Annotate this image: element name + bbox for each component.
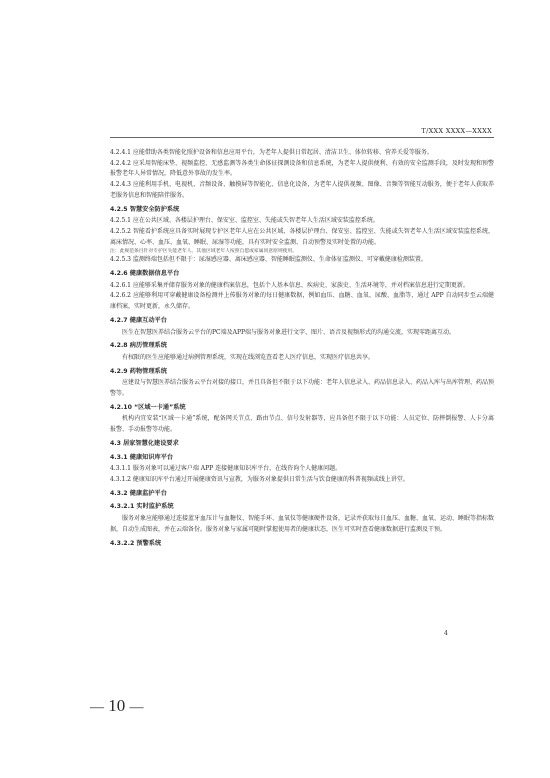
heading-4-3-2-2: 4.3.2.2 预警系统: [110, 539, 162, 547]
clause-4-2-7: 医生在智慧医养结合服务云平台的PC端及APP端与服务对象进行文字、图片、语音及视频形式的沟通交流，实现零距离互动。: [122, 328, 456, 336]
clause-4-3-1-1: 4.3.1.1 服务对象可以通过客户端 APP 连接健康知识库平台，在线咨询个人健康问题。: [110, 465, 342, 473]
clause-4-2-6-2: 4.2.6.2 应能够利用可穿戴健康设备检测并上传服务对象的每日健康数据，例如血压、血糖、血氧、尿酸、血脂等，通过 APP 自动同步至云端健康档案，实时更新，永久储存。: [110, 292, 494, 311]
clause-4-2-5-3: 4.2.5.3 监测终端包括但不限于：尿湿感应器、离床感应器、智能睡眠监测仪、生命体征监测仪、可穿戴健康检测装置。: [110, 256, 427, 264]
clause-4-2-4-2: 4.2.4.2 应采用智能床垫、视频监控、无感监测等各类生命体征探测设备和信息系统，为老年人提供便利、有效的安全监测手段，及时发现和预警报警老年人异常情况，降低意外事故的发生率。: [110, 159, 494, 178]
page-number-value: 10: [108, 696, 126, 715]
heading-4-2-5: 4.2.5 智慧安全防护系统: [110, 205, 180, 213]
page-number: [90, 696, 144, 716]
heading-4-2-9: 4.2.9 药物管理系统: [110, 367, 167, 375]
heading-4-2-10: 4.2.10 “区域一卡通”系统: [110, 403, 186, 411]
clause-4-2-6-1: 4.2.6.1 应能够采集并储存服务对象的健康档案信息，包括个人基本信息、疾病史、家族史、生活环境等，并对档案信息进行定期更新。: [110, 281, 469, 289]
page-dash-left: —: [90, 700, 104, 715]
heading-4-2-6: 4.2.6 健康数据信息平台: [110, 270, 180, 278]
clause-4-3-2-1: 服务对象应能够通过连接蓝牙血压计与血糖仪、智能手环、血氧仪等健康硬件设备，记录并获取每日血压、血糖、血氧、运动、睡眠等指标数据，自动生成图表，并在云端备份。服务对象与家属可随时掌握使用者的健康状态，医生可实时查看健康数据进行监测及干预。: [110, 515, 495, 533]
note-text: 注：此规范条目针对专护区失能老年人、其他区域老年人按照自愿或家属同意原则使用。: [110, 249, 298, 255]
clause-4-2-5-1: 4.2.5.1 应在公共区域、各楼层护理台、保安室、监控室、失能或失智老年人生活区域安装监控系统。: [110, 217, 379, 225]
document-body: [110, 148, 494, 550]
heading-4-3-2: 4.3.2 健康监护平台: [110, 489, 167, 497]
heading-4-2-8: 4.2.8 病历管理系统: [110, 342, 167, 350]
clause-4-2-8: 有权限的医生应能够通过病例管理系统，实现在线浏览查看老人医疗信息，实现医疗信息共享。: [122, 353, 375, 361]
header-rule: [110, 137, 494, 138]
heading-4-3: 4.3 居家智慧化建设要求: [110, 439, 179, 447]
clause-4-3-1-2: 4.3.1.2 健康知识库平台通过开展健康资讯与宣教，为服务对象提供日常生活与饮食健康的科普视频或线上讲堂。: [110, 475, 409, 483]
clause-4-2-4-1: 4.2.4.1 应能借助各类智能化照护设备和信息应用平台，为老年人提供日常起居、清洁卫生、体位转移、营养关爱等服务。: [110, 149, 433, 156]
inner-page-number: 4: [444, 630, 448, 637]
document-id: T/XXX XXXX—XXXX: [421, 127, 492, 135]
heading-4-3-1: 4.3.1 健康知识库平台: [110, 453, 174, 461]
clause-4-2-5-2: 4.2.5.2 智能看护系统应具备实时展现专护区老年人应在公共区域、各楼层护理台、保安室、监控室、失能或失智老年人生活区域安装监控系统，离床情况、心率、血压、血氧、睡眠、尿湿等功能，具有实时安全监测、自动预警及实时处置的功能。: [110, 227, 494, 246]
clause-4-2-10: 机构内宜安装“区域一卡通”系统，配备网关节点、路由节点、信号发射器等，应具备但不限于以下功能：人员定位、防摔倒报警、人卡分离报警、手动报警等功能。: [110, 415, 494, 434]
heading-4-3-2-1: 4.3.2.1 实时监护系统: [110, 503, 174, 511]
heading-4-2-7: 4.2.7 健康互动平台: [110, 316, 167, 324]
clause-4-2-9: 应建设与智慧医养结合服务云平台对接的接口，并且具备但不限于以下功能：老年人信息录入、药品信息录入、药品入库与出库管理、药品预警等。: [110, 379, 495, 398]
clause-4-2-4-3: 4.2.4.3 应能利用手机、电视机、音频设备、触摸屏等智能化、信息化设备，为老年人提供视频、图像、音频等智能互动服务，便于老年人获取养老服务信息和智能陪伴服务。: [110, 181, 494, 199]
page-dash-right: —: [129, 700, 144, 715]
